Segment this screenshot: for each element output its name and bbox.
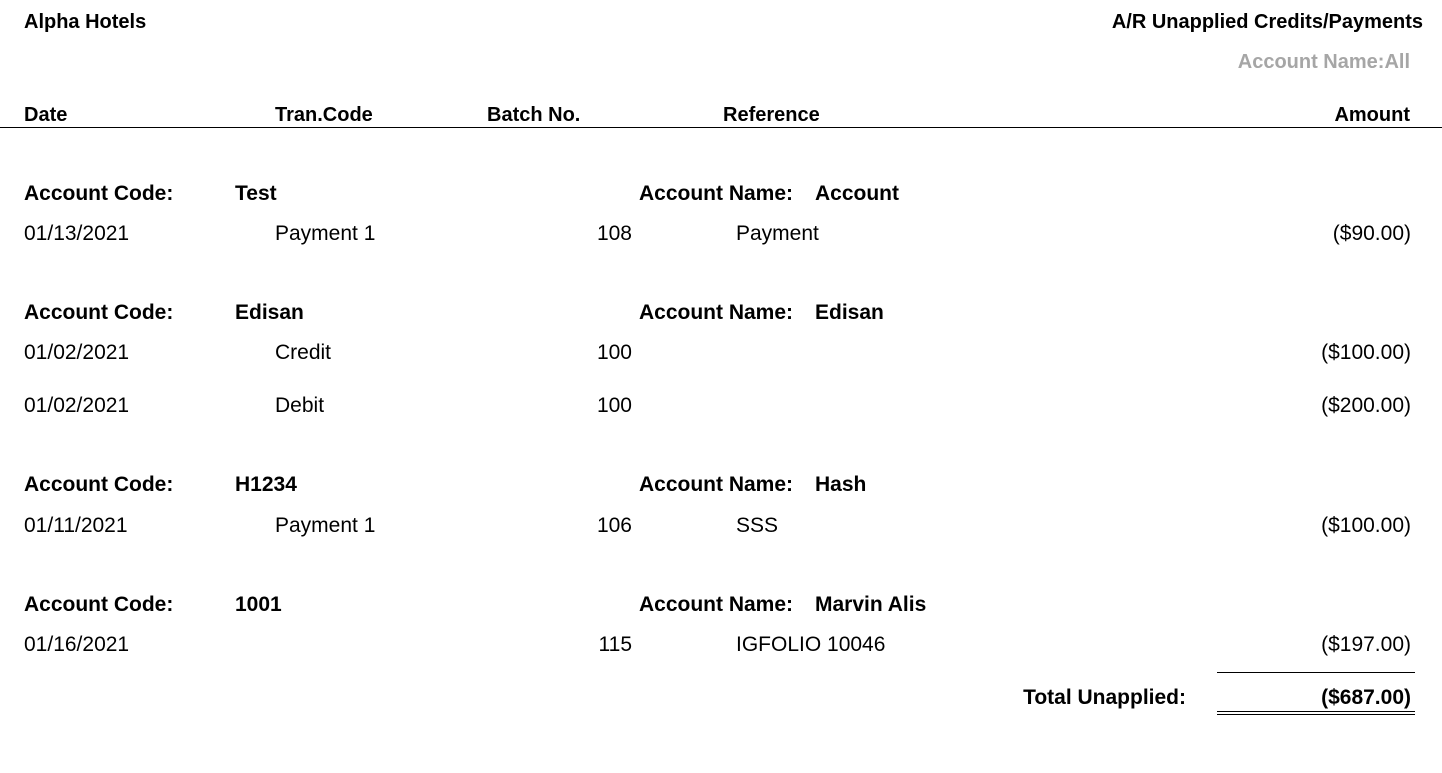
row-reference: SSS bbox=[736, 514, 779, 537]
row-date: 01/02/2021 bbox=[24, 341, 130, 364]
account-code-label: Account Code: bbox=[24, 593, 174, 616]
row-batch-no: 106 bbox=[596, 514, 632, 537]
total-double-underline bbox=[1217, 711, 1415, 715]
column-header-batch-no: Batch No. bbox=[487, 104, 581, 126]
column-header-reference: Reference bbox=[723, 104, 820, 126]
row-date: 01/02/2021 bbox=[24, 394, 130, 417]
account-name-value: Hash bbox=[815, 473, 867, 496]
company-name: Alpha Hotels bbox=[24, 11, 147, 33]
account-code-label: Account Code: bbox=[24, 182, 174, 205]
report-title: A/R Unapplied Credits/Payments bbox=[1111, 11, 1423, 33]
account-name-label: Account Name: bbox=[639, 473, 794, 496]
account-code-value: Edisan bbox=[235, 301, 304, 324]
column-header-date: Date bbox=[24, 104, 68, 126]
account-name-label: Account Name: bbox=[639, 182, 794, 205]
row-tran-code: Debit bbox=[275, 394, 325, 417]
total-label: Total Unapplied: bbox=[1023, 686, 1186, 709]
row-date: 01/16/2021 bbox=[24, 633, 130, 656]
column-header-tran-code: Tran.Code bbox=[275, 104, 373, 126]
header-divider bbox=[0, 127, 1442, 128]
row-batch-no: 100 bbox=[596, 341, 632, 364]
account-code-label: Account Code: bbox=[24, 301, 174, 324]
account-name-value: Edisan bbox=[815, 301, 884, 324]
row-amount: ($100.00) bbox=[1321, 341, 1411, 364]
row-tran-code: Payment 1 bbox=[275, 514, 376, 537]
row-date: 01/11/2021 bbox=[24, 514, 128, 537]
row-tran-code: Payment 1 bbox=[275, 222, 376, 245]
account-name-label: Account Name: bbox=[639, 301, 794, 324]
account-name-value: Marvin Alis bbox=[815, 593, 927, 616]
row-batch-no: 100 bbox=[596, 394, 632, 417]
total-amount: ($687.00) bbox=[1321, 686, 1411, 709]
row-reference: Payment bbox=[736, 222, 819, 245]
row-amount: ($100.00) bbox=[1321, 514, 1411, 537]
row-tran-code: Credit bbox=[275, 341, 332, 364]
account-name-label: Account Name: bbox=[639, 593, 794, 616]
account-code-value: Test bbox=[235, 182, 277, 205]
account-name-value: Account bbox=[815, 182, 899, 205]
row-batch-no: 115 bbox=[598, 633, 632, 656]
row-date: 01/13/2021 bbox=[24, 222, 130, 245]
row-amount: ($197.00) bbox=[1321, 633, 1411, 656]
account-code-label: Account Code: bbox=[24, 473, 174, 496]
total-top-rule bbox=[1217, 672, 1415, 673]
account-code-value: 1001 bbox=[235, 593, 282, 616]
row-amount: ($200.00) bbox=[1321, 394, 1411, 417]
row-batch-no: 108 bbox=[596, 222, 632, 245]
account-filter: Account Name:All bbox=[1237, 51, 1410, 73]
account-code-value: H1234 bbox=[235, 473, 297, 496]
row-amount: ($90.00) bbox=[1332, 222, 1411, 245]
row-reference: IGFOLIO 10046 bbox=[736, 633, 886, 656]
column-header-amount: Amount bbox=[1334, 104, 1410, 126]
